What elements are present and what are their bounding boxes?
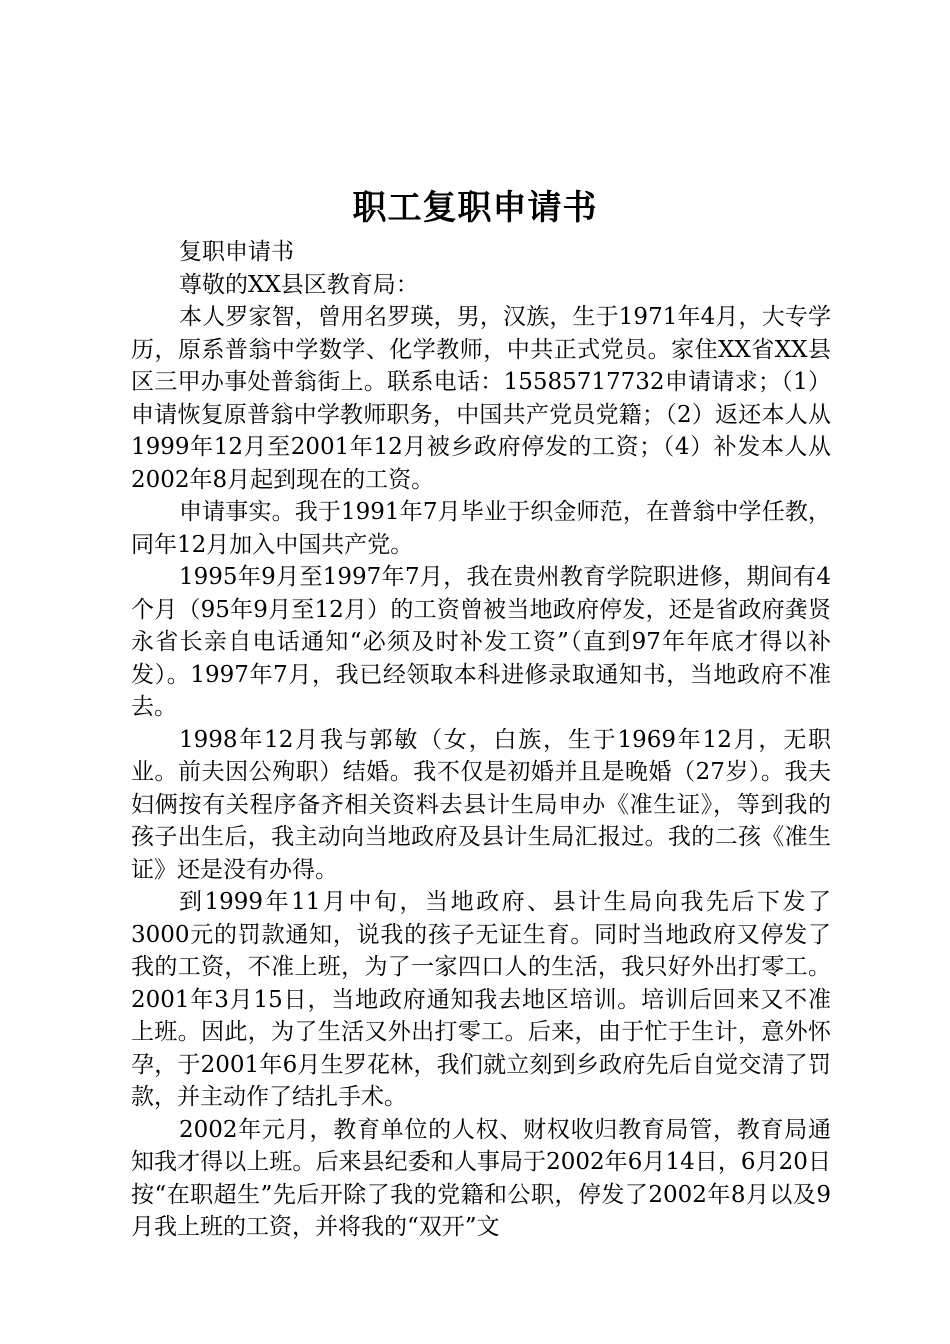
document-title: 职工复职申请书: [352, 188, 598, 228]
paragraph-heading: 复职申请书: [179, 239, 294, 265]
paragraph-personal-info: 本人罗家智，曾用名罗瑛，男，汉族，生于1971年4月，大专学历，原系普翁中学数学、化学教师，中共正式党员。家住XX省XX县区三甲办事处普翁街上。联系电话：15585717732申请请求；（1）申请恢复原普翁中学教师职务，中国共产党员党籍；（2）返还本人从1999年12月至2001年12月被乡政府停发的工资；（4）补发本人从2002年8月起到现在的工资。: [131, 304, 831, 493]
paragraph-training: 1995年9月至1997年7月，我在贵州教育学院职进修，期间有4个月（95年9月至12月）的工资曾被当地政府停发，还是省政府龚贤永省长亲自电话通知“必须及时补发工资”（直到97年年底才得以补发）。1997年7月，我已经领取本科进修录取通知书，当地政府不准去。: [131, 564, 831, 720]
paragraph-penalty: 到1999年11月中旬，当地政府、县计生局向我先后下发了3000元的罚款通知，说我的孩子无证生育。同时当地政府又停发了我的工资，不准上班，为了一家四口人的生活，我只好外出打零工。2001年3月15日，当地政府通知我去地区培训。培训后回来又不准上班。因此，为了生活又外出打零工。后来，由于忙于生计，意外怀孕，于2001年6月生罗花林，我们就立刻到乡政府先后自觉交清了罚款，并主动作了结扎手术。: [131, 889, 831, 1110]
paragraph-dismissal: 2002年元月，教育单位的人权、财权收归教育局管，教育局通知我才得以上班。后来县纪委和人事局于2002年6月14日，6月20日按“在职超生”先后开除了我的党籍和公职，停发了2002年8月以及9月我上班的工资，并将我的“双开”文: [131, 1116, 831, 1240]
paragraph-marriage: 1998年12月我与郭敏（女，白族，生于1969年12月，无职业。前夫因公殉职）结婚。我不仅是初婚并且是晚婚（27岁）。我夫妇俩按有关程序备齐相关资料去县计生局申办《准生证》，等到我的孩子出生后，我主动向当地政府及县计生局汇报过。我的二孩《准生证》还是没有办得。: [131, 726, 831, 883]
paragraph-salutation: 尊敬的XX县区教育局：: [179, 271, 419, 298]
paragraph-facts-intro: 申请事实。我于1991年7月毕业于织金师范，在普翁中学任教，同年12月加入中国共产党。: [131, 499, 831, 558]
document-body: [131, 236, 831, 1244]
